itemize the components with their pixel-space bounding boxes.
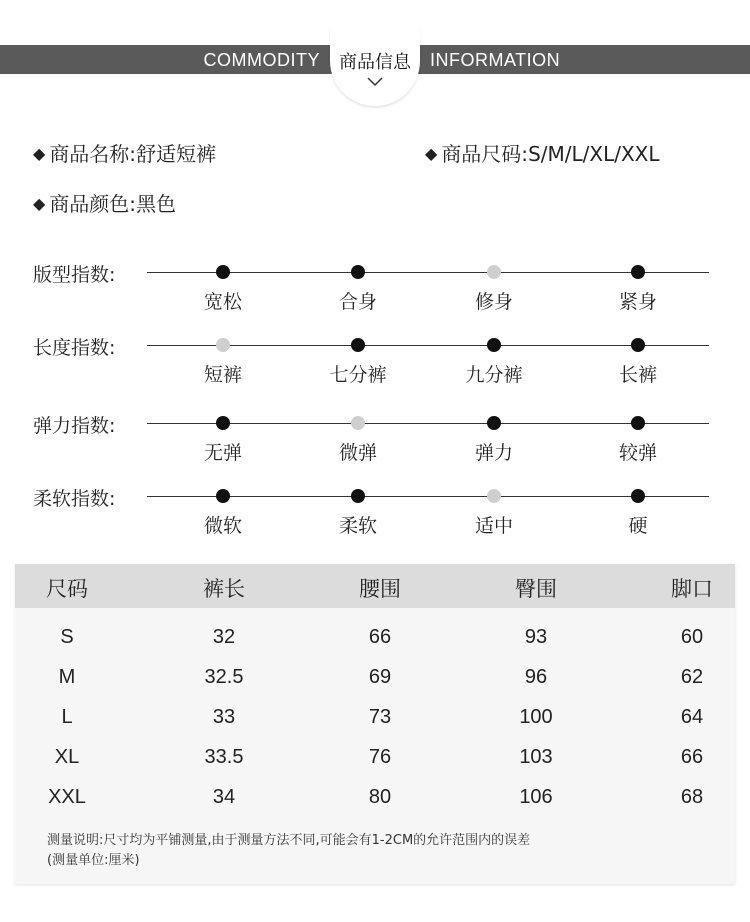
elasticity-index-dot [351, 416, 365, 430]
table-cell: 100 [519, 706, 553, 728]
measurement-unit-note: (测量单位:厘米) [47, 853, 140, 868]
length-index-option: 七分裤 [329, 364, 387, 386]
length-index-label: 长度指数: [33, 337, 116, 359]
length-index-option: 短裤 [203, 364, 242, 386]
table-cell: 96 [524, 666, 548, 688]
table-cell: 103 [519, 746, 553, 768]
length-index-dot [351, 338, 365, 352]
table-cell: XL [54, 746, 80, 768]
table-cell: 64 [680, 706, 704, 728]
length-index-option: 九分裤 [465, 364, 523, 386]
table-cell: 68 [680, 786, 704, 808]
softness-index-option: 适中 [474, 515, 513, 537]
fit-index-dot [216, 265, 230, 279]
column-header-hip: 臀围 [515, 577, 557, 601]
fit-index-dot [487, 265, 501, 279]
elasticity-index-dot [631, 416, 645, 430]
elasticity-index-line [147, 423, 709, 424]
length-index-line [147, 345, 709, 346]
diamond-bullet-icon: ◆ [33, 194, 46, 213]
length-index-dot [631, 338, 645, 352]
header-right-text: INFORMATION [430, 50, 561, 70]
table-cell: 106 [519, 786, 553, 808]
table-cell: 33 [212, 706, 236, 728]
softness-index-dot [487, 489, 501, 503]
table-cell: 32 [212, 626, 236, 648]
column-header-leg-opening: 脚口 [671, 577, 713, 601]
table-cell: 33.5 [204, 746, 244, 768]
fit-index-dot [631, 265, 645, 279]
table-cell: 60 [680, 626, 704, 648]
softness-index-option: 柔软 [338, 515, 377, 537]
fit-index-option: 修身 [474, 291, 513, 313]
elasticity-index-dot [487, 416, 501, 430]
diamond-bullet-icon: ◆ [425, 144, 438, 163]
softness-index-line [147, 496, 709, 497]
fit-index-line [147, 272, 709, 273]
column-header-size: 尺码 [46, 577, 88, 601]
header-title: 商品信息 [339, 52, 411, 73]
fit-index-option: 合身 [338, 291, 377, 313]
table-cell: 76 [368, 746, 392, 768]
header-left-text: COMMODITY [203, 50, 320, 70]
softness-index-option: 硬 [628, 515, 648, 537]
fit-index-label: 版型指数: [33, 264, 116, 286]
elasticity-index-option: 弹力 [474, 442, 513, 464]
product-color-value: 黑色 [136, 192, 177, 216]
softness-index-dot [631, 489, 645, 503]
length-index-option: 长裤 [618, 364, 657, 386]
product-name-value: 舒适短裤 [136, 142, 217, 166]
table-cell: XXL [48, 786, 86, 808]
elasticity-index-option: 无弹 [203, 442, 242, 464]
size-table-header [15, 564, 735, 608]
softness-index-dot [216, 489, 230, 503]
softness-index-dot [351, 489, 365, 503]
product-name-label: 商品名称: [49, 142, 137, 166]
length-index-dot [487, 338, 501, 352]
table-cell: 80 [368, 786, 392, 808]
product-color [33, 188, 176, 217]
product-name [33, 138, 216, 167]
table-cell: 66 [680, 746, 704, 768]
table-cell: 32.5 [204, 666, 244, 688]
table-cell: 69 [368, 666, 392, 688]
table-cell: S [60, 626, 74, 648]
table-cell: 73 [368, 706, 392, 728]
product-size-value: S/M/L/XL/XXL [528, 142, 660, 166]
fit-index-option: 宽松 [203, 291, 242, 313]
table-cell: 93 [524, 626, 548, 648]
product-color-label: 商品颜色: [49, 192, 137, 216]
product-size [425, 138, 660, 167]
table-cell: M [58, 666, 76, 688]
size-table [15, 564, 735, 884]
table-cell: 66 [368, 626, 392, 648]
table-cell: 62 [680, 666, 704, 688]
measurement-note: 测量说明:尺寸均为平铺测量,由于测量方法不同,可能会有1-2CM的允许范围内的误差 [47, 833, 531, 848]
softness-index-option: 微软 [203, 515, 242, 537]
table-cell: 34 [212, 786, 236, 808]
column-header-length: 裤长 [203, 577, 245, 601]
length-index-dot [216, 338, 230, 352]
diamond-bullet-icon: ◆ [33, 144, 46, 163]
fit-index-dot [351, 265, 365, 279]
chevron-down-icon [367, 74, 383, 90]
elasticity-index-label: 弹力指数: [33, 415, 116, 437]
softness-index-label: 柔软指数: [33, 488, 116, 510]
elasticity-index-option: 微弹 [338, 442, 377, 464]
elasticity-index-option: 较弹 [618, 442, 657, 464]
product-size-label: 商品尺码: [441, 142, 529, 166]
column-header-waist: 腰围 [359, 577, 401, 601]
elasticity-index-dot [216, 416, 230, 430]
table-cell: L [61, 706, 73, 728]
fit-index-option: 紧身 [618, 291, 657, 313]
